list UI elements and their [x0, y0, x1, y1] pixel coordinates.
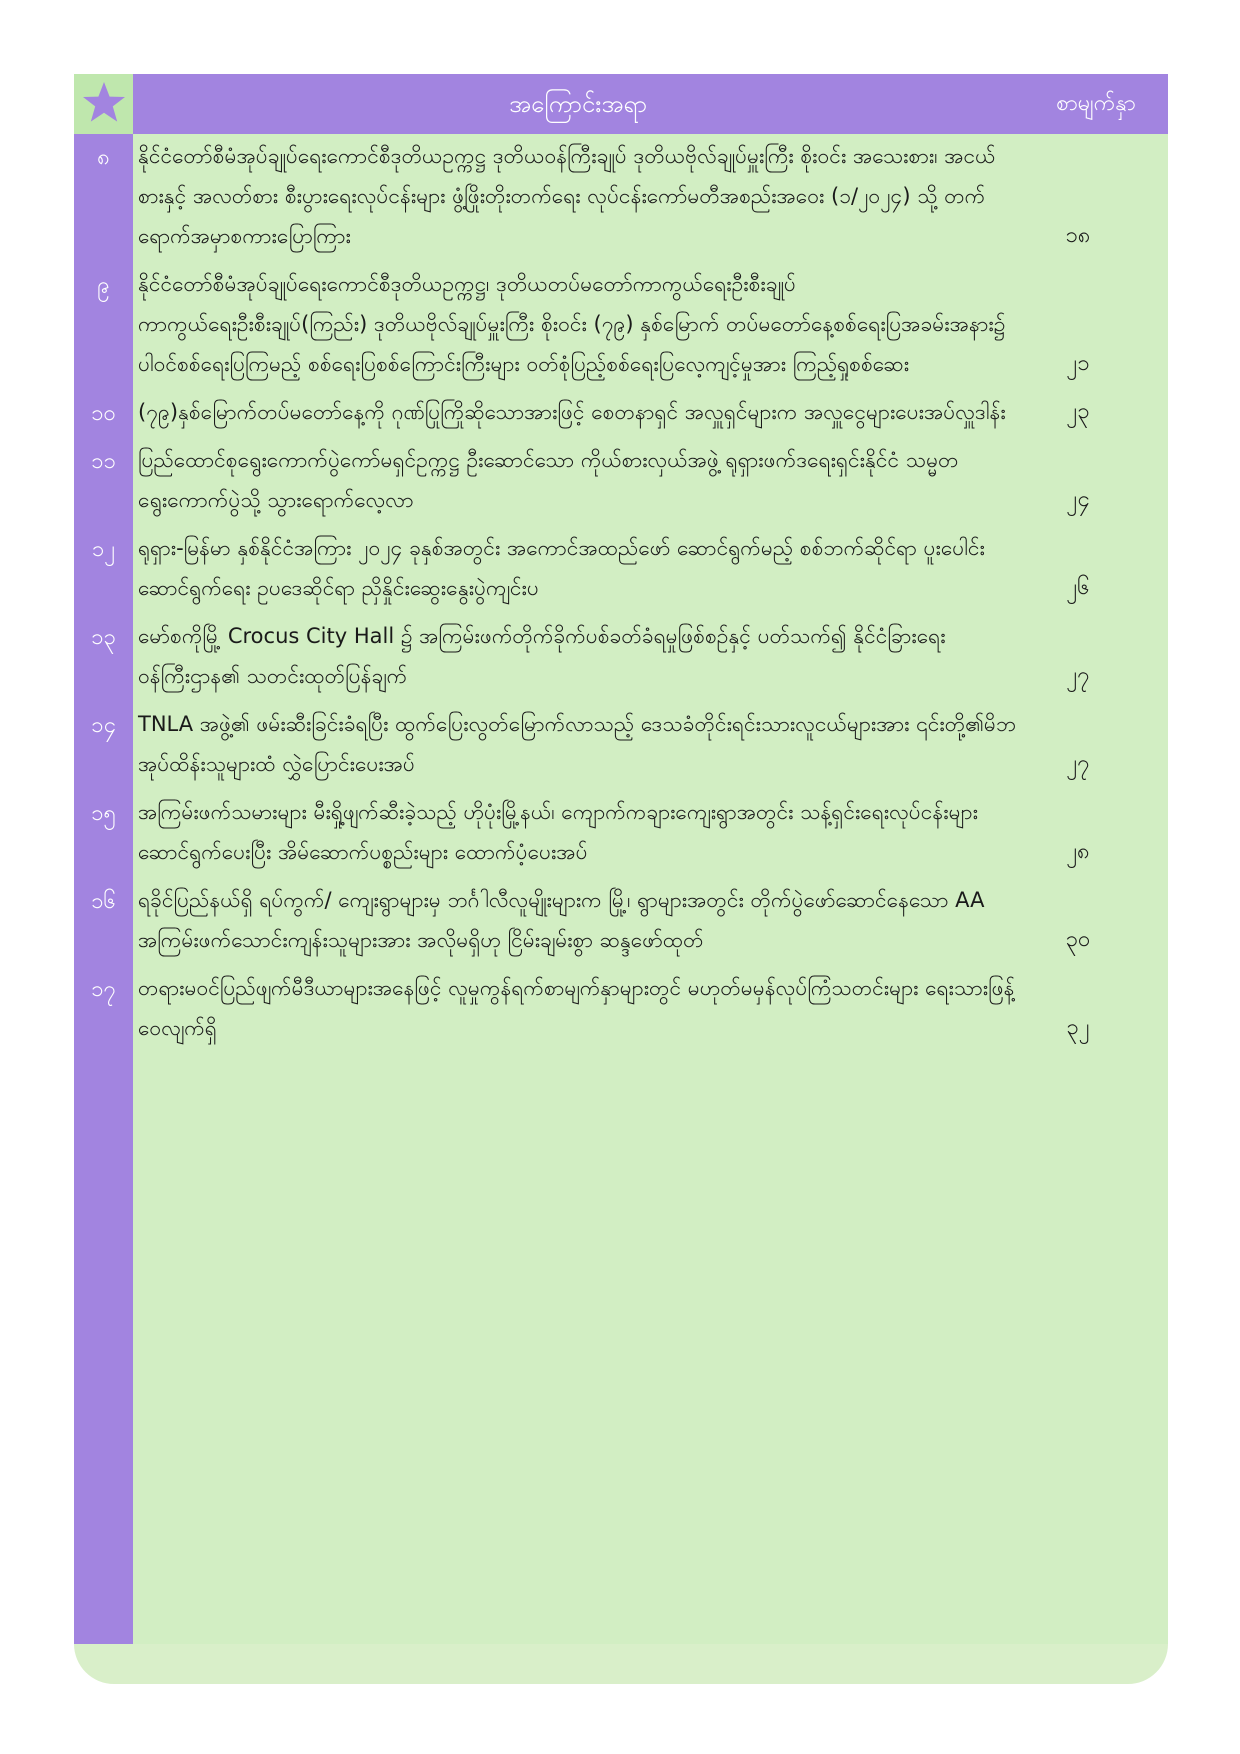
entry-title: မော်စကိုမြို့ Crocus City Hall ၌ အကြမ်းဖက်တိုက်ခိုက်ပစ်ခတ်ခံရမှုဖြစ်စဉ်နှင့် ပတ်သက်၍ နိုင်ငံခြားရေးဝန်ကြီးဌာန၏ သတင်းထုတ်ပြန်ချက် [138, 624, 946, 688]
entry-page: ၂၁ [1066, 351, 1090, 376]
entry-page: ၁၈ [1065, 223, 1091, 248]
toc-row[interactable] [74, 528, 1168, 608]
toc-row[interactable] [74, 264, 1168, 384]
entry-number: ၁၆ [91, 889, 116, 914]
entry-number: ၈ [97, 145, 110, 170]
star-cell [74, 74, 133, 134]
toc-row[interactable] [74, 704, 1168, 784]
entry-page: ၂၄ [1066, 487, 1090, 512]
entry-title: (၇၉)နှစ်မြောက်တပ်မတော်နေ့ကို ဂုဏ်ပြုကြိုဆိုသောအားဖြင့် စေတနာရှင် အလှူရှင်များက အလှူငွေများပေးအပ်လှူဒါန်း [138, 400, 1006, 424]
entry-page: ၂၇ [1066, 751, 1090, 776]
entry-page: ၂၈ [1066, 839, 1090, 864]
entry-number: ၁၅ [91, 801, 116, 826]
entry-number: ၉ [97, 273, 110, 298]
entry-number: ၁၁ [91, 449, 116, 474]
entry-title: တရားမဝင်ပြည်ဖျက်မီဒီယာများအနေဖြင့် လူမှုကွန်ရက်စာမျက်နှာများတွင် မဟုတ်မမှန်လုပ်ကြံသတင်းများ ရေးသားဖြန့်ဝေလျက်ရှိ [138, 976, 1015, 1040]
entry-page: ၃၀ [1065, 927, 1091, 952]
toc-row[interactable] [74, 616, 1168, 696]
entry-title: ရုရှား-မြန်မာ နှစ်နိုင်ငံအကြား ၂၀၂၄ ခုနှစ်အတွင်း အကောင်အထည်ဖော် ဆောင်ရွက်မည့် စစ်ဘက်ဆိုင်ရာ ပူးပေါင်းဆောင်ရွက်ရေး ဥပဒေဆိုင်ရာ ညှိနှိုင်းဆွေးနွေးပွဲကျင်းပ [138, 536, 985, 600]
entry-number: ၁၇ [91, 977, 116, 1002]
entry-page: ၃၂ [1066, 1015, 1090, 1040]
entry-title: နိုင်ငံတော်စီမံအုပ်ချုပ်ရေးကောင်စီဒုတိယဥက္ကဋ္ဌ ဒုတိယဝန်ကြီးချုပ် ဒုတိယဗိုလ်ချုပ်မှူးကြီး စိုးဝင်း အသေးစား၊ အငယ်စားနှင့် အလတ်စား စီးပွားရေးလုပ်ငန်းများ ဖွံ့ဖြိုးတိုးတက်ရေး လုပ်ငန်းကော်မတီအစည်းအဝေး (၁/၂၀၂၄) သို့ တက်ရောက်အမှာစကားပြောကြား [138, 144, 996, 248]
entry-number: ၁၂ [91, 537, 116, 562]
header-page-label: စာမျက်နှာ [1056, 91, 1136, 116]
entry-title: TNLA အဖွဲ့၏ ဖမ်းဆီးခြင်းခံရပြီး ထွက်ပြေးလွတ်မြောက်လာသည့် ဒေသခံတိုင်းရင်းသားလူငယ်များအား ၎င်းတို့၏မိဘအုပ်ထိန်းသူများထံ လွှဲပြောင်းပေးအပ် [138, 712, 1017, 776]
star-icon [81, 80, 127, 126]
toc-row[interactable] [74, 968, 1168, 1048]
toc-row[interactable] [74, 792, 1168, 872]
entry-title: ပြည်ထောင်စုရွေးကောက်ပွဲကော်မရှင်ဥက္ကဋ္ဌ ဦးဆောင်သော ကိုယ်စားလှယ်အဖွဲ့ ရုရှားဖက်ဒရေးရှင်းနိုင်ငံ သမ္မတရွေးကောက်ပွဲသို့ သွားရောက်လေ့လာ [138, 448, 959, 512]
entry-number: ၁၃ [91, 625, 116, 650]
toc-header [74, 74, 1168, 134]
header-title: အကြောင်းအရာ [509, 90, 647, 118]
entry-number: ၁၀ [91, 401, 116, 426]
toc-row[interactable] [74, 392, 1168, 432]
toc-row[interactable] [74, 136, 1168, 256]
toc-footer [74, 1644, 1168, 1684]
entry-title: ရခိုင်ပြည်နယ်ရှိ ရပ်ကွက်/ ကျေးရွာများမှ ဘင်္ဂါလီလူမျိုးများက မြို့၊ ရွာများအတွင်း တိုက်ပွဲဖော်ဆောင်နေသော AA အကြမ်းဖက်သောင်းကျန်းသူများအား အလိုမရှိဟု ငြိမ်းချမ်းစွာ ဆန္ဒဖော်ထုတ် [138, 888, 985, 952]
entry-title: အကြမ်းဖက်သမားများ မီးရှို့ဖျက်ဆီးခဲ့သည့် ဟိုပုံးမြို့နယ်၊ ကျောက်ကချားကျေးရွာအတွင်း သန့်ရှင်းရေးလုပ်ငန်းများ ဆောင်ရွက်ပေးပြီး အိမ်ဆောက်ပစ္စည်းများ ထောက်ပံ့ပေးအပ် [138, 800, 978, 864]
entry-page: ၂၆ [1066, 575, 1090, 600]
table-of-contents [74, 74, 1168, 1684]
entry-number: ၁၄ [91, 713, 116, 738]
toc-row[interactable] [74, 880, 1168, 960]
entry-title: နိုင်ငံတော်စီမံအုပ်ချုပ်ရေးကောင်စီဒုတိယဥက္ကဋ္ဌ၊ ဒုတိယတပ်မတော်ကာကွယ်ရေးဦးစီးချုပ် ကာကွယ်ရေးဦးစီးချုပ်(ကြည်း) ဒုတိယဗိုလ်ချုပ်မှူးကြီး စိုးဝင်း (၇၉) နှစ်မြောက် တပ်မတော်နေ့စစ်ရေးပြအခမ်းအနား၌ ပါဝင်စစ်ရေးပြကြမည့် စစ်ရေးပြစစ်ကြောင်းကြီးများ ဝတ်စုံပြည့်စစ်ရေးပြလေ့ကျင့်မှုအား ကြည့်ရှုစစ်ဆေး [138, 272, 1006, 376]
entry-page: ၂၃ [1066, 399, 1090, 424]
toc-rows [74, 136, 1168, 1056]
entry-page: ၂၇ [1066, 663, 1090, 688]
toc-row[interactable] [74, 440, 1168, 520]
